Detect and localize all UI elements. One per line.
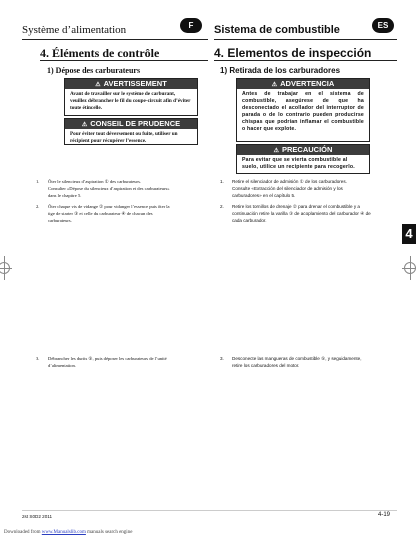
step-line: Ôter le silencieux d’aspiration ① des carburateurs. xyxy=(48,179,142,184)
step-number: 3. xyxy=(220,356,224,361)
step-line: continuación retire la varilla ③ de acoplamiento del carburador ④ de xyxy=(232,211,371,216)
download-prefix: Downloaded from xyxy=(4,530,41,535)
step-line: carburadores» en el capítulo 5. xyxy=(232,193,296,198)
subsection-title-fr: 1) Dépose des carburateurs xyxy=(47,66,141,75)
warning-box-fr xyxy=(64,78,198,116)
step-es-3 xyxy=(220,355,400,371)
caution-triangle-icon-es: ⚠ xyxy=(273,148,279,154)
step-fr-1 xyxy=(36,178,211,200)
step-line: Retire el silenciador de admisión ① de los carburadores. xyxy=(232,179,347,184)
caution-triangle-icon: ⚠ xyxy=(81,122,88,128)
step-number: 2. xyxy=(220,204,224,209)
download-suffix: manuals search engine xyxy=(87,530,133,535)
step-line: d’alimentation. xyxy=(48,363,76,368)
language-badge-fr: F xyxy=(180,18,202,33)
step-es-1 xyxy=(220,178,400,200)
caution-box-fr xyxy=(64,118,198,145)
caution-body-fr: Pour éviter tout déversement ou fuite, utiliser un récipient pour récupérer l’essence. xyxy=(70,131,178,144)
footer-rule xyxy=(22,510,397,511)
section-rule-es xyxy=(214,60,397,61)
step-line: dans le chapitre 5. xyxy=(48,193,82,198)
step-line: Consulter «Dépose du silencieux d’aspiration et des carburateurs» xyxy=(48,186,170,191)
section-title-fr: 4. Éléments de contrôle xyxy=(40,46,160,60)
page-number: 4-19 xyxy=(378,512,391,518)
caution-title-es: PRECAUCIÓN xyxy=(281,145,333,154)
step-line: Débrancher les durits ⑤, puis déposer les carburateurs de l’unité xyxy=(48,356,167,361)
step-fr-3 xyxy=(36,355,211,371)
step-line: cada carburador. xyxy=(232,218,267,223)
warning-title-fr: AVERTISSEMENT xyxy=(103,79,167,88)
footer-code: 2st S0D2 2011 xyxy=(22,514,53,519)
step-line: Desconecte las mangueras de combustible ⑤, y seguidamente, xyxy=(232,356,362,361)
manualslib-link[interactable]: www.Manualslib.com xyxy=(41,530,86,535)
section-title-es: 4. Elementos de inspección xyxy=(214,46,372,60)
step-number: 3. xyxy=(36,356,40,361)
language-badge-es: ES xyxy=(372,18,394,33)
warning-triangle-icon: ⚠ xyxy=(95,82,101,88)
warning-body-es: Antes de trabajar en el sistema de combustible, asegúrese de que ha desconectado el acollador del interruptor de parada o de lo contrario pueden producirse chispas que podrían inflamar el combustible o hacer que explote. xyxy=(242,91,364,132)
header-right-title: Sistema de combustible xyxy=(214,24,397,40)
step-line: Consulte «Extracción del silenciador de admisión y los xyxy=(232,186,343,191)
chapter-tab: 4 xyxy=(402,224,416,244)
header-left-title: Système d’alimentation xyxy=(22,24,208,40)
step-number: 1. xyxy=(36,179,40,184)
caution-box-es xyxy=(236,144,370,174)
step-line: tige de starter ③ et celle du carburateur ④ de chacun des xyxy=(48,211,153,216)
warning-title-es: ADVERTENCIA xyxy=(280,79,335,88)
step-line: Retire los tornillos de drenaje ② para drenar el combustible y a xyxy=(232,204,360,209)
section-rule-fr xyxy=(40,60,208,61)
warning-body-fr: Avant de travailler sur le système de carburant, veuillez débrancher le fil du coupe-circuit afin d’éviter toute étincelle. xyxy=(70,91,191,111)
step-number: 1. xyxy=(220,179,224,184)
step-line: retire los carburadores del motor. xyxy=(232,363,300,368)
step-es-2 xyxy=(220,203,400,225)
step-fr-2 xyxy=(36,203,211,225)
step-number: 2. xyxy=(36,204,40,209)
caution-title-fr: CONSEIL DE PRUDENCE xyxy=(90,119,181,128)
caution-body-es: Para evitar que se vierta combustible al suelo, utilice un recipiente para recogerlo. xyxy=(242,157,355,170)
step-line: carburateurs. xyxy=(48,218,72,223)
warning-box-es xyxy=(236,78,370,142)
warning-triangle-icon-es: ⚠ xyxy=(271,82,278,88)
subsection-title-es: 1) Retirada de los carburadores xyxy=(220,66,341,75)
download-credit xyxy=(4,530,132,535)
step-line: Ôter chaque vis de vidange ② pour vidanger l’essence puis ôter la xyxy=(48,204,170,209)
